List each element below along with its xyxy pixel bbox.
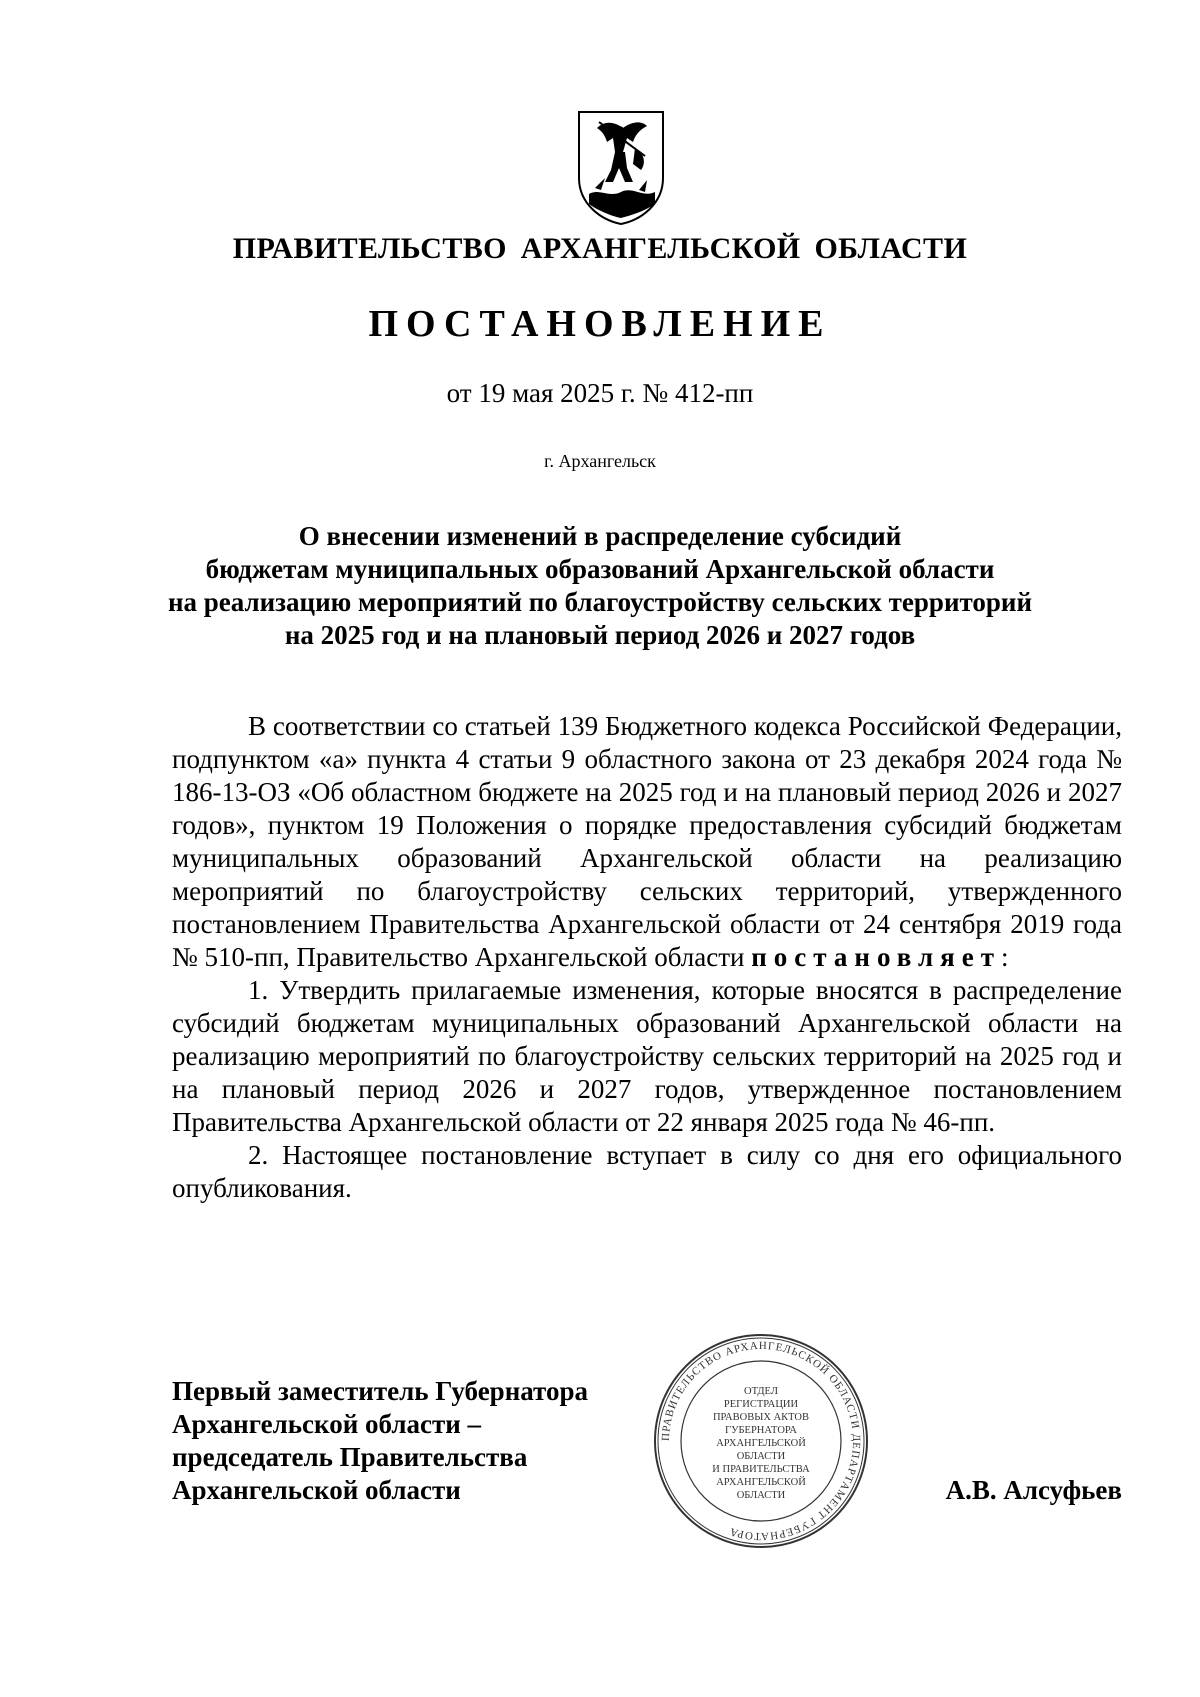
- stamp-line: ОБЛАСТИ: [736, 1490, 786, 1501]
- stamp-line: ГУБЕРНАТОРА: [725, 1425, 797, 1436]
- stamp-line: ОТДЕЛ: [744, 1386, 778, 1397]
- official-stamp-icon: [650, 1330, 872, 1552]
- subject-line: О внесении изменений в распределение субсидий: [298, 521, 902, 551]
- preamble-text: В соответствии со статьей 139 Бюджетного кодекса Российской Федерации, подпунктом «а» пункта 4 статьи 9 областного закона от 23 декабря 2024 года № 186-13-ОЗ «Об областном бюджете на 2025 год и на плановый период 2026 и 2027 годов», пунктом 19 Положения о порядке предоставления субсидий бюджетам муниципальных образований Архангельской области на реализацию мероприятий по благоустройству сельских территорий, утвержденного постановлением Правительства Архангельской области от 24 сентября 2019 года № 510-пп, Правительство Архангельской области: [172, 711, 1122, 972]
- resolves-colon: :: [1001, 942, 1009, 972]
- document-date-number: от 19 мая 2025 г. № 412-пп: [446, 378, 754, 408]
- document-city: г. Архангельск: [544, 451, 656, 471]
- stamp-line: ОБЛАСТИ: [736, 1451, 786, 1462]
- item-1-paragraph: 1. Утвердить прилагаемые изменения, которые вносятся в распределение субсидий бюджетам муниципальных образований Архангельской области на реализацию мероприятий по благоустройству сельских территорий на 2025 год и на плановый период 2026 и 2027 годов, утвержденное постановлением Правительства Архангельской области от 22 января 2025 года № 46-пп.: [172, 975, 1122, 1137]
- signer-name: А.В. Алсуфьев: [945, 1475, 1122, 1505]
- signer-position: [172, 1375, 652, 1507]
- document-type-heading: ПОСТАНОВЛЕНИЕ: [368, 303, 832, 345]
- stamp-line: И ПРАВИТЕЛЬСТВА: [712, 1464, 810, 1475]
- stamp-outer-text: ПРАВИТЕЛЬСТВО АРХАНГЕЛЬСКОЙ ОБЛАСТИ ДЕПАРТАМЕНТ ГУБЕРНАТОРА: [659, 1339, 863, 1543]
- subject-line: на реализацию мероприятий по благоустройству сельских территорий: [167, 587, 1033, 617]
- stamp-line: АРХАНГЕЛЬСКОЙ: [716, 1438, 806, 1449]
- item-2-paragraph: 2. Настоящее постановление вступает в силу со дня его официального опубликования.: [172, 1140, 1122, 1203]
- resolves-word: постановляет: [751, 942, 1001, 972]
- document-subject: [150, 520, 1050, 652]
- signer-position-line: Первый заместитель Губернатора: [172, 1376, 588, 1406]
- coat-of-arms-icon: [575, 108, 667, 226]
- subject-line: на 2025 год и на плановый период 2026 и 2027 годов: [284, 620, 916, 650]
- signer-position-line: председатель Правительства: [172, 1442, 528, 1472]
- government-title: ПРАВИТЕЛЬСТВО АРХАНГЕЛЬСКОЙ ОБЛАСТИ: [232, 232, 968, 265]
- stamp-line: ПРАВОВЫХ АКТОВ: [712, 1412, 810, 1423]
- stamp-line: АРХАНГЕЛЬСКОЙ: [716, 1477, 806, 1488]
- preamble-paragraph: [172, 710, 1122, 974]
- signer-position-line: Архангельской области: [172, 1475, 461, 1505]
- document-body: [172, 710, 1122, 1205]
- subject-line: бюджетам муниципальных образований Архангельской области: [205, 554, 995, 584]
- signer-position-line: Архангельской области –: [172, 1409, 482, 1439]
- stamp-line: РЕГИСТРАЦИИ: [723, 1399, 799, 1410]
